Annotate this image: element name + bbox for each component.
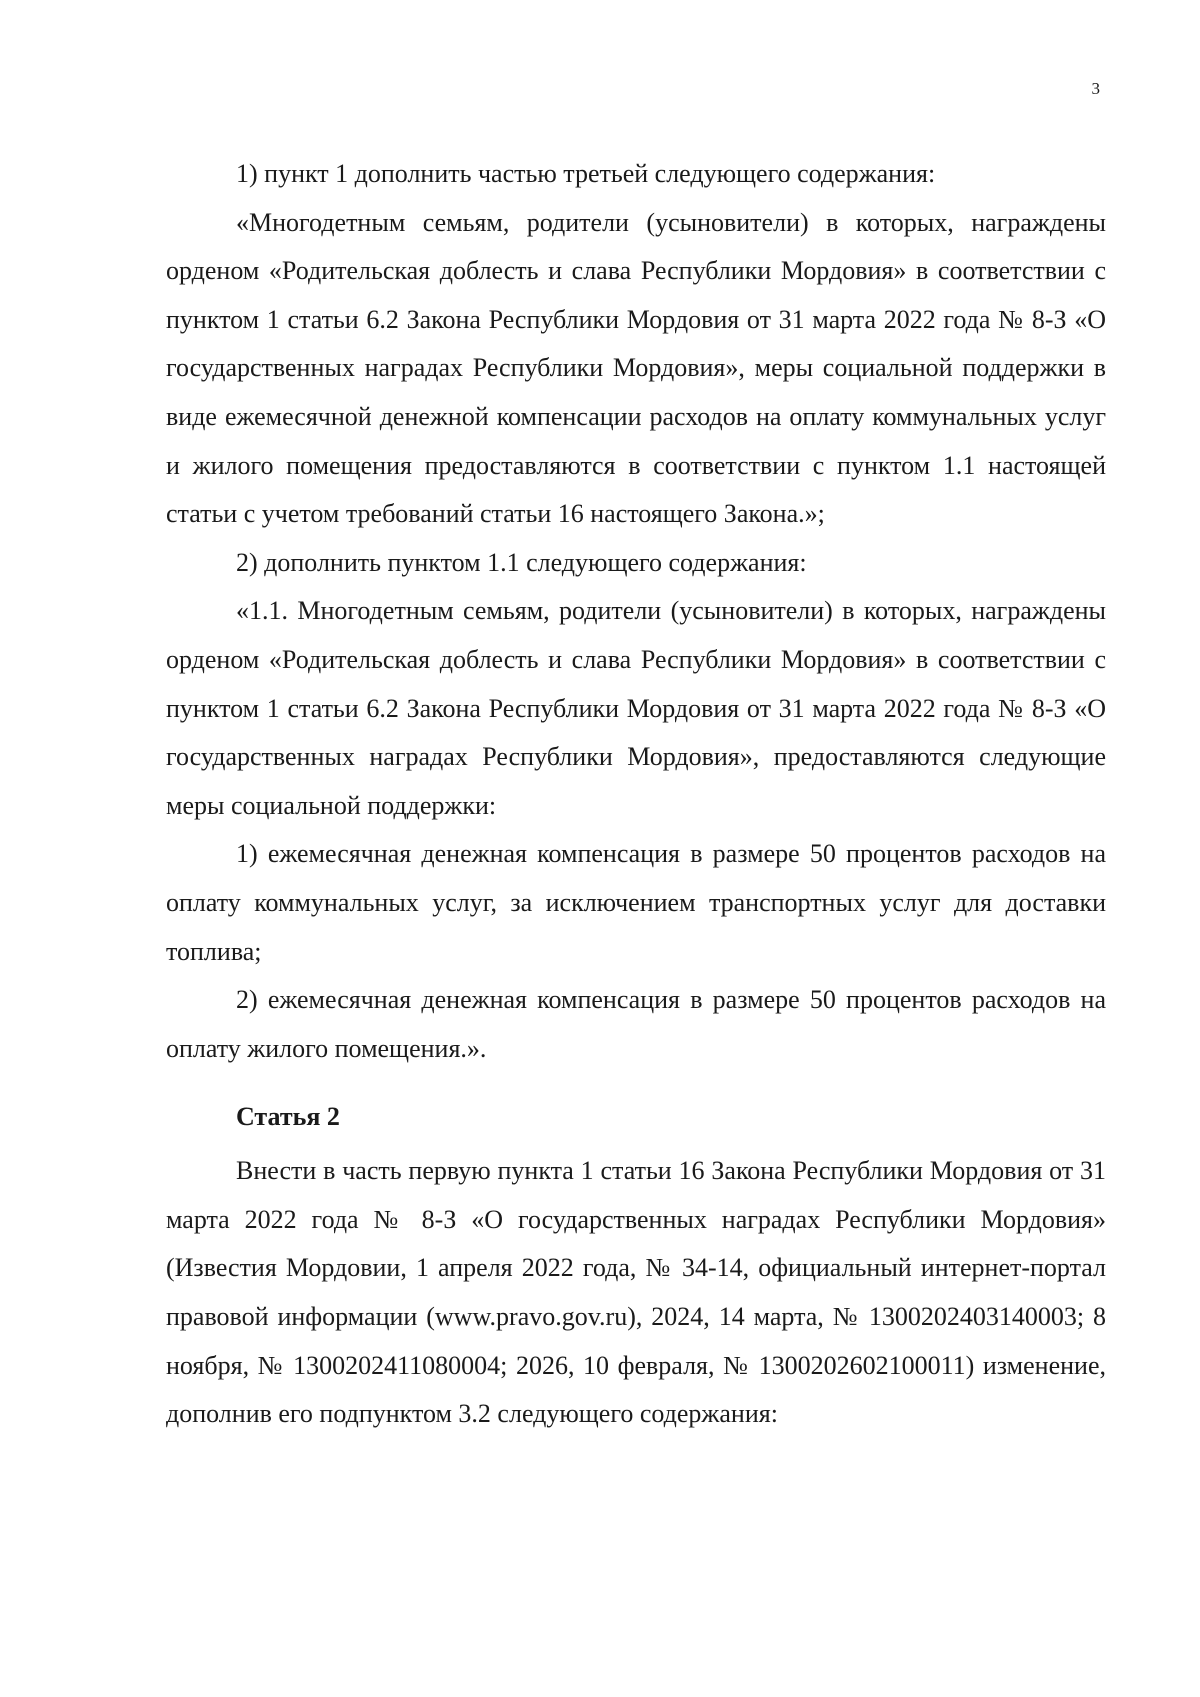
page-number: 3 [1091, 79, 1100, 98]
paragraph: «1.1. Многодетным семьям, родители (усыновители) в которых, награждены орденом «Родительская доблесть и слава Республики Мордовия» в соответствии с пунктом 1 статьи 6.2 Закона Республики Мордовия от 31 марта 2022 года № 8-З «О государственных наградах Республики Мордовия», предоставляются следующие меры социальной поддержки: [166, 596, 1106, 820]
paragraph: 1) ежемесячная денежная компенсация в размере 50 процентов расходов на оплату коммунальных услуг, за исключением транспортных услуг для доставки топлива; [166, 839, 1106, 966]
paragraph: 2) ежемесячная денежная компенсация в размере 50 процентов расходов на оплату жилого помещения.». [166, 985, 1106, 1063]
paragraph: 1) пункт 1 дополнить частью третьей следующего содержания: [236, 159, 936, 188]
article-heading: Статья 2 [236, 1102, 340, 1132]
paragraph: Внести в часть первую пункта 1 статьи 16 Закона Республики Мордовия от 31 марта 2022 года № 8-З «О государственных наградах Республики Мордовия» (Известия Мордовии, 1 апреля 2022 года, № 34-14, официальный интернет-портал правовой информации (www.pravo.gov.ru), 2024, 14 марта, № 1300202403140003; 8 ноября, № 1300202411080004; 2026, 10 февраля, № 1300202602100011) изменение, дополнив его подпунктом 3.2 следующего содержания: [166, 1156, 1106, 1429]
paragraph: 2) дополнить пунктом 1.1 следующего содержания: [236, 547, 807, 577]
paragraph: «Многодетным семьям, родители (усыновители) в которых, награждены орденом «Родительская доблесть и слава Республики Мордовия» в соответствии с пунктом 1 статьи 6.2 Закона Республики Мордовия от 31 марта 2022 года № 8-З «О государственных наградах Республики Мордовия», меры социальной поддержки в виде ежемесячной денежной компенсации расходов на оплату коммунальных услуг и жилого помещения предоставляются в соответствии с пунктом 1.1 настоящей статьи с учетом требований статьи 16 настоящего Закона.»; [166, 207, 1106, 529]
document-body [166, 150, 1106, 1439]
